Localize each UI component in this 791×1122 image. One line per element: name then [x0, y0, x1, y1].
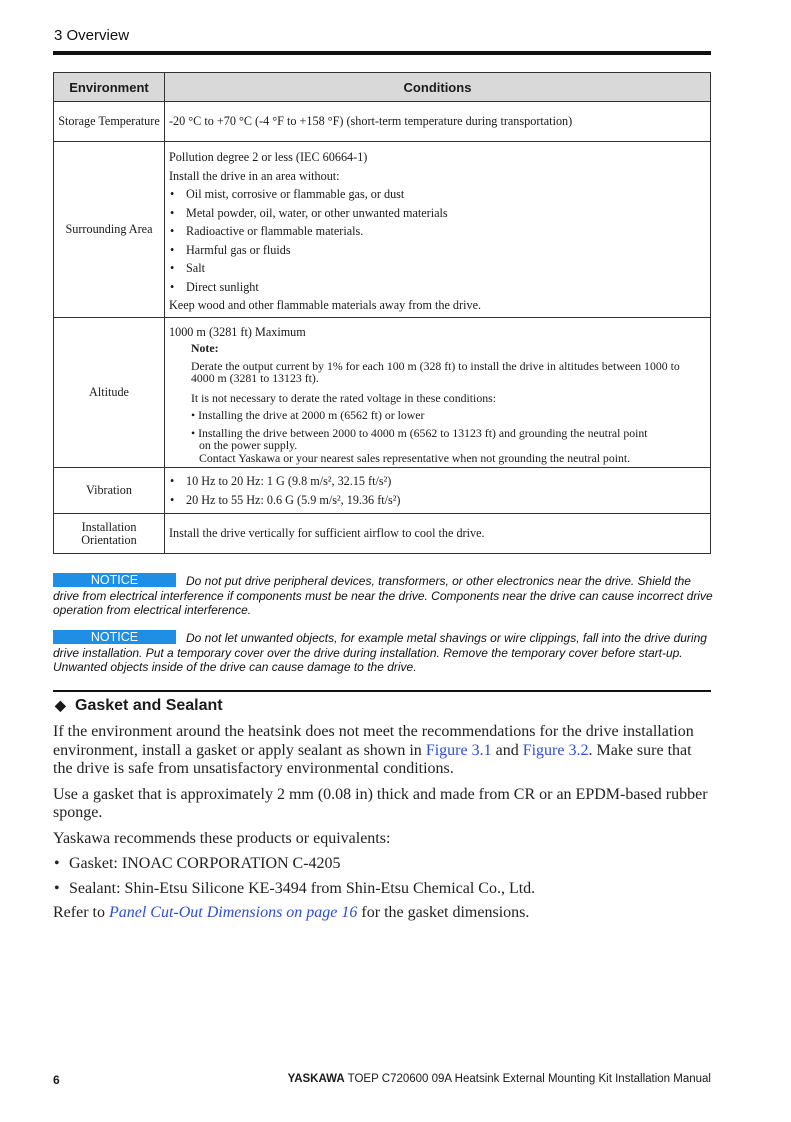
figure-3-2-link[interactable]: Figure 3.2 — [522, 741, 589, 759]
product-list — [53, 855, 713, 898]
environment-table — [53, 72, 711, 554]
table-row — [54, 102, 711, 142]
paragraph: Yaskawa recommends these products or equivalents: — [53, 829, 391, 847]
cond-surrounding — [165, 142, 711, 318]
note-text: • Installing the drive at 2000 m (6562 ft) or lower — [191, 408, 425, 422]
header-environment: Environment — [54, 73, 165, 102]
note-line: on the power supply. — [199, 438, 298, 452]
notice-block — [53, 573, 713, 618]
diamond-bullet-icon: ◆ — [55, 697, 66, 713]
footer-brand: YASKAWA — [287, 1073, 345, 1085]
env-installation: Installation Orientation — [54, 514, 165, 554]
paragraph — [53, 723, 713, 779]
table-row — [54, 142, 711, 318]
footer-doc-text: TOEP C720600 09A Heatsink External Mounting Kit Installation Manual — [344, 1073, 711, 1085]
note-block — [169, 342, 706, 464]
notice-text: Do not let unwanted objects, for example metal shavings or wire clippings, fall into the drive during drive installation. Put a temporary cover over the drive during installation. Remove the temporary cover before start-up. Unwanted objects inside of the drive can cause damage to the drive. — [53, 631, 707, 674]
text-run: and — [491, 741, 523, 759]
paragraph — [53, 904, 713, 923]
header-rule — [53, 51, 711, 55]
list-item: • Direct sunlight — [169, 278, 706, 297]
cond-vibration — [165, 468, 711, 514]
env-surrounding: Surrounding Area — [54, 142, 165, 318]
table-row — [54, 468, 711, 514]
notice-block — [53, 630, 713, 675]
env-storage: Storage Temperature — [54, 102, 165, 142]
section-heading — [55, 697, 223, 715]
text-run: If the environment around the heatsink does not meet the recommendations for the drive installation environment, install a gasket or apply sealant as shown in — [53, 723, 694, 759]
section-body — [53, 723, 713, 930]
list-item: • 20 Hz to 55 Hz: 0.6 G (5.9 m/s², 19.36 ft/s²) — [169, 491, 706, 510]
cond-altitude — [165, 317, 711, 468]
cond-line: Install the drive in an area without: — [169, 168, 340, 183]
note-line: • Installing the drive between 2000 to 4000 m (6562 to 13123 ft) and grounding the neutral point — [191, 425, 648, 440]
cond-storage: -20 °C to +70 °C (-4 °F to +158 °F) (short-term temperature during transportation) — [165, 102, 711, 142]
text-run: . Make sure that the drive is safe from unsatisfactory environmental conditions. — [53, 741, 692, 777]
section-title-text: Gasket and Sealant — [75, 697, 223, 714]
paragraph: Use a gasket that is approximately 2 mm (0.08 in) thick and made from CR or an EPDM-based rubber sponge. — [53, 785, 708, 821]
page-number: 6 — [53, 1073, 60, 1087]
list-item: • 10 Hz to 20 Hz: 1 G (9.8 m/s², 32.15 ft/s²) — [169, 472, 706, 491]
list-item: • Gasket: INOAC CORPORATION C-4205 — [53, 855, 713, 874]
panel-cutout-link[interactable]: Panel Cut-Out Dimensions on page 16 — [108, 904, 358, 921]
note-text: Derate the output current by 1% for each 100 m (328 ft) to install the drive in altitudes between 1000 to 4000 m (3281 to 13123 ft). — [191, 358, 680, 385]
figure-3-1-link[interactable]: Figure 3.1 — [425, 741, 492, 759]
text-run: for the gasket dimensions. — [357, 904, 530, 921]
cond-line: 1000 m (3281 ft) Maximum — [169, 324, 306, 339]
list-item: • Radioactive or flammable materials. — [169, 222, 706, 241]
list-item: • Oil mist, corrosive or flammable gas, or dust — [169, 185, 706, 204]
vibration-list — [169, 472, 706, 509]
note-text — [191, 427, 706, 465]
chapter-header: 3 Overview — [54, 27, 130, 44]
list-item: • Sealant: Shin-Etsu Silicone KE-3494 from Shin-Etsu Chemical Co., Ltd. — [53, 880, 713, 899]
text-run: Refer to — [53, 904, 109, 921]
header-conditions: Conditions — [165, 73, 711, 102]
cond-line: Keep wood and other flammable materials away from the drive. — [169, 298, 482, 312]
note-heading: Note: — [191, 341, 219, 355]
env-vibration: Vibration — [54, 468, 165, 514]
list-item: • Harmful gas or fluids — [169, 241, 706, 260]
env-altitude: Altitude — [54, 317, 165, 468]
section-rule — [53, 690, 711, 692]
notice-text: Do not put drive peripheral devices, transformers, or other electronics near the drive. Shield the drive from electrical interference if components must be near the drive. Components near the drive can cause incorrect drive operation from electrical interference. — [53, 574, 713, 617]
surrounding-list — [169, 185, 706, 296]
note-text: It is not necessary to derate the rated voltage in these conditions: — [191, 390, 496, 405]
notice-badge: NOTICE — [53, 573, 176, 587]
note-line: Contact Yaskawa or your nearest sales representative when not grounding the neutral point. — [199, 450, 631, 465]
cond-installation: Install the drive vertically for sufficient airflow to cool the drive. — [165, 514, 711, 554]
table-row — [54, 317, 711, 468]
table-header-row — [54, 73, 711, 102]
notice-badge: NOTICE — [53, 630, 176, 644]
footer-doc-title — [288, 1073, 711, 1085]
list-item: • Metal powder, oil, water, or other unwanted materials — [169, 204, 706, 223]
table-row — [54, 514, 711, 554]
list-item: • Salt — [169, 259, 706, 278]
cond-line: Pollution degree 2 or less (IEC 60664-1) — [169, 150, 368, 164]
